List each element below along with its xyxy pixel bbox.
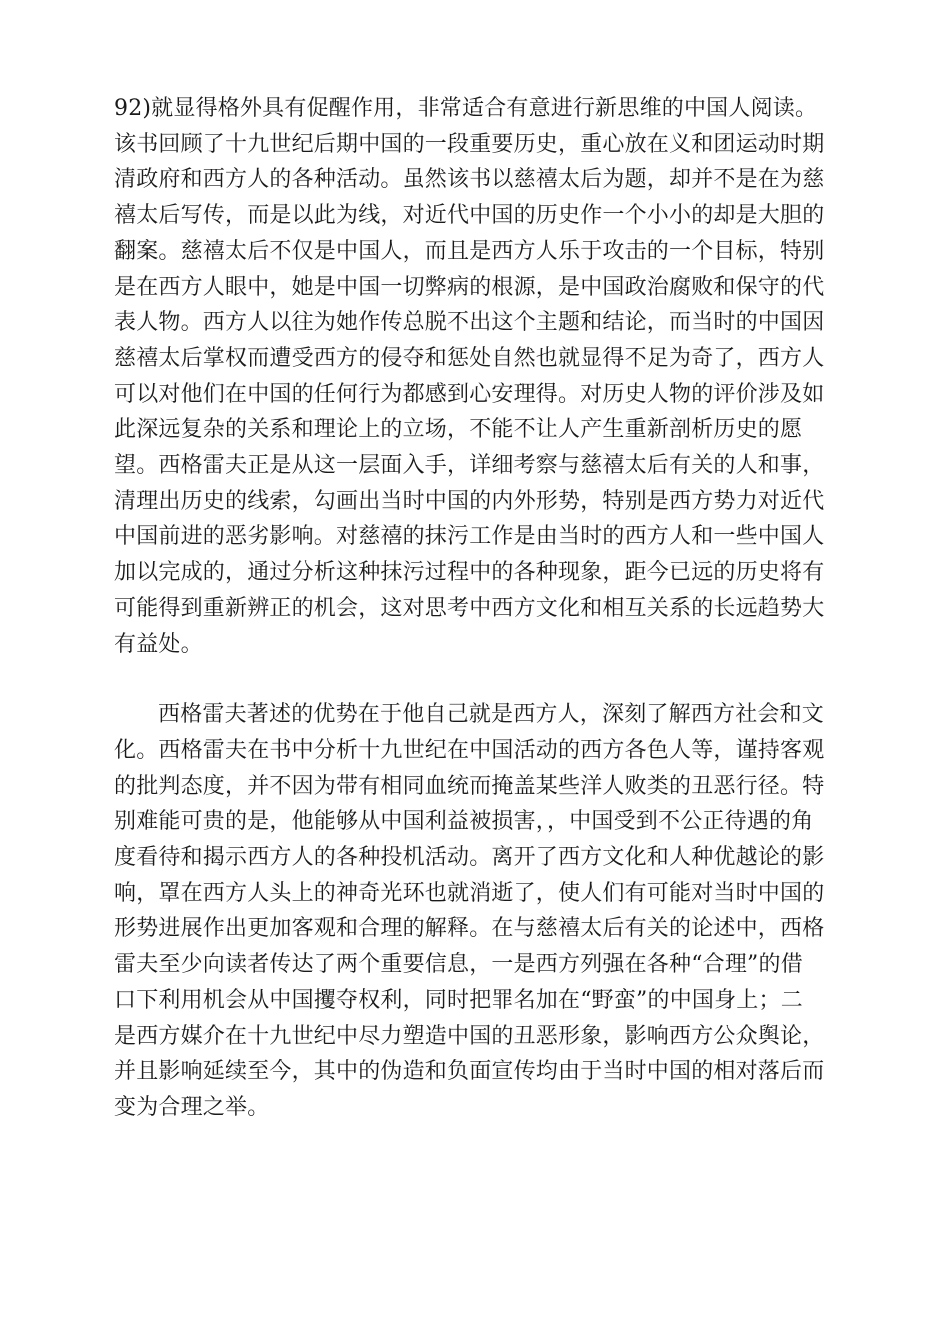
text-line: 该书回顾了十九世纪后期中国的一段重要历史，重心放在义和团运动时期 <box>114 131 825 157</box>
document-page <box>114 91 844 1126</box>
text-line: 此深远复杂的关系和理论上的立场，不能不让人产生重新剖析历史的愿 <box>114 417 803 443</box>
text-line: 别难能可贵的是，他能够从中国利益被损害，，中国受到不公正待遇的角 <box>114 809 814 835</box>
text-line: 形势进展作出更加客观和合理的解释。在与慈禧太后有关的论述中，西格 <box>114 916 825 942</box>
text-line: 变为合理之举。 <box>114 1094 270 1120</box>
text-line: 并且影响延续至今，其中的伪造和负面宣传均由于当时中国的相对落后而 <box>114 1059 825 1085</box>
text-line-indented: 西格雷夫著述的优势在于他自己就是西方人，深刻了解西方社会和文 <box>158 702 825 728</box>
text-line: 清政府和西方人的各种活动。虽然该书以慈禧太后为题，却并不是在为慈 <box>114 167 825 193</box>
text-line: 禧太后写传，而是以此为线，对近代中国的历史作一个小小的却是大胆的 <box>114 203 825 229</box>
text-line: 92)就显得格外具有促醒作用，非常适合有意进行新思维的中国人阅读。 <box>114 96 818 121</box>
text-line: 中国前进的恶劣影响。对慈禧的抹污工作是由当时的西方人和一些中国人 <box>114 524 825 550</box>
text-line: 雷夫至少向读者传达了两个重要信息，一是西方列强在各种“合理”的借 <box>114 952 803 978</box>
text-line: 表人物。西方人以往为她作传总脱不出这个主题和结论，而当时的中国因 <box>114 310 825 336</box>
text-line: 可能得到重新辨正的机会，这对思考中西方文化和相互关系的长远趋势大 <box>114 595 825 621</box>
text-line: 是西方媒介在十九世纪中尽力塑造中国的丑恶形象，影响西方公众舆论， <box>114 1023 825 1049</box>
text-line: 有益处。 <box>114 631 203 657</box>
paragraph-1 <box>114 91 844 662</box>
text-line: 翻案。慈禧太后不仅是中国人，而且是西方人乐于攻击的一个目标，特别 <box>114 238 825 264</box>
text-line: 口下利用机会从中国攫夺权利，同时把罪名加在“野蛮”的中国身上；二 <box>114 987 803 1013</box>
paragraph-spacer <box>114 662 844 697</box>
text-line: 度看待和揭示西方人的各种投机活动。离开了西方文化和人种优越论的影 <box>114 845 825 871</box>
text-line: 响，罩在西方人头上的神奇光环也就消逝了，使人们有可能对当时中国的 <box>114 880 825 906</box>
text-line: 可以对他们在中国的任何行为都感到心安理得。对历史人物的评价涉及如 <box>114 381 825 407</box>
text-line: 清理出历史的线索，勾画出当时中国的内外形势，特别是西方势力对近代 <box>114 488 825 514</box>
text-line: 加以完成的，通过分析这种抹污过程中的各种现象，距今已远的历史将有 <box>114 560 825 586</box>
text-line: 化。西格雷夫在书中分析十九世纪在中国活动的西方各色人等，谨持客观 <box>114 737 825 763</box>
text-line: 慈禧太后掌权而遭受西方的侵夺和惩处自然也就显得不足为奇了，西方人 <box>114 345 825 371</box>
text-line: 的批判态度，并不因为带有相同血统而掩盖某些洋人败类的丑恶行径。特 <box>114 773 825 799</box>
text-line: 望。西格雷夫正是从这一层面入手，详细考察与慈禧太后有关的人和事， <box>114 453 825 479</box>
text-line: 是在西方人眼中，她是中国一切弊病的根源，是中国政治腐败和保守的代 <box>114 274 825 300</box>
paragraph-2 <box>114 697 844 1125</box>
